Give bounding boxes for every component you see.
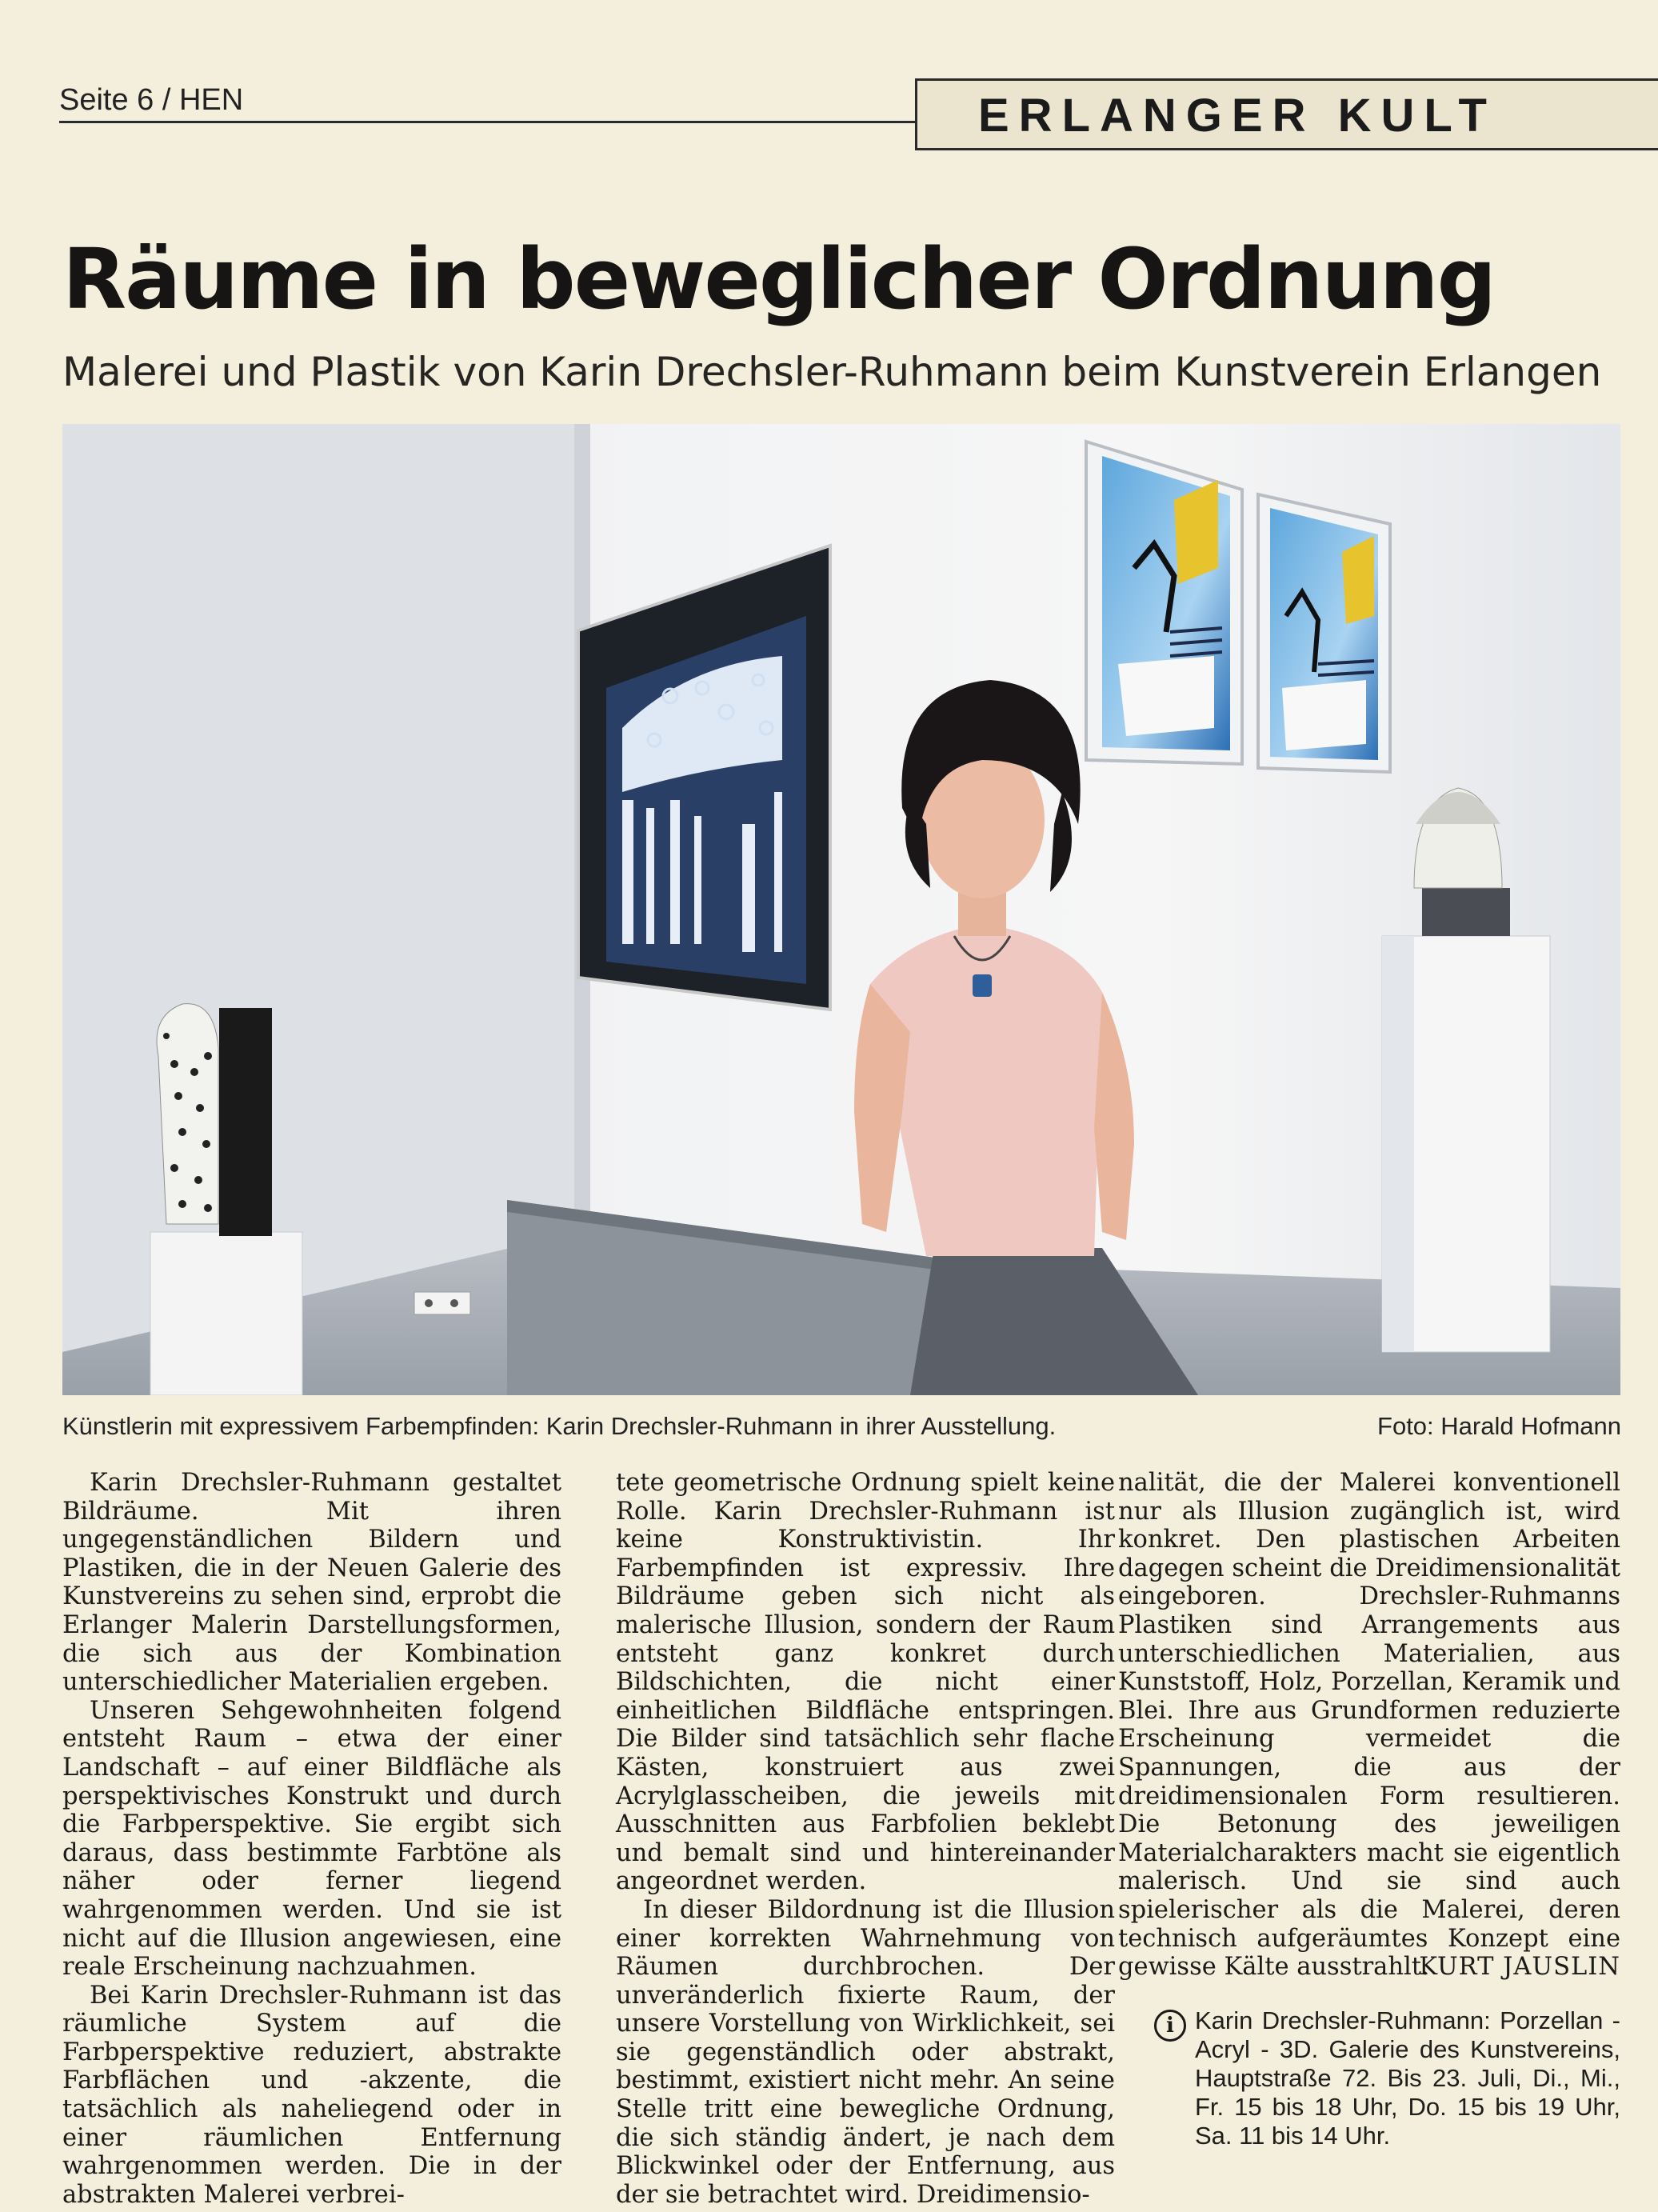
photo-caption: Künstlerin mit expressivem Farbempfinden: Karin Drechsler-Ruhmann in ihrer Ausstellung.	[62, 1412, 1057, 1440]
article-column-2	[616, 1469, 1115, 2209]
exhibition-info-text: Karin Drechsler-Ruhmann: Porzellan - Acryl - 3D. Galerie des Kunstvereins, Hauptstraße 72. Bis 23. Juli, Di., Mi., Fr. 15 bis 18 Uhr, Do. 15 bis 19 Uhr, Sa. 11 bis 14 Uhr.	[1195, 2006, 1620, 2150]
page-label: Seite 6 / HEN	[59, 83, 244, 117]
info-icon: i	[1154, 2010, 1186, 2042]
author-name: KURT JAUSLIN	[1419, 1953, 1620, 1982]
subheadline: Malerei und Plastik von Karin Drechsler-Ruhmann beim Kunstverein Erlangen	[62, 349, 1602, 395]
photo-credit: Foto: Harald Hofmann	[1377, 1412, 1621, 1440]
body-paragraph: nalität, die der Malerei konventionell nur als Illusion zugänglich ist, wird konkret. Den plastischen Arbeiten dagegen scheint die Dreidimensionalität eingeboren. Drechsler-Ruhmanns Plastiken sind Arrangements aus unterschiedlichen Materialien, aus Kunststoff, Holz, Porzellan, Keramik und Blei. Ihre aus Grundformen reduzierte Erscheinung vermeidet die Spannungen, die aus der dreidimensionalen Form resultieren. Die Betonung des jeweiligen Materialcharakters macht sie eigentlich malerisch. Und sie sind auch spielerischer als die Malerei, deren technisch aufgeräumtes Konzept eine gewisse Kälte ausstrahlt.	[1118, 1469, 1620, 1982]
article-column-3	[1118, 1469, 1620, 1982]
body-paragraph: Unseren Sehgewohnheiten folgend entsteht Raum – etwa der einer Landschaft – auf einer Bildfläche als perspektivisches Konstrukt und durch die Farbperspektive. Sie ergibt sich daraus, dass bestimmte Farbtöne als näher oder ferner liegend wahrgenommen werden. Und sie ist nicht auf die Illusion angewiesen, eine reale Erscheinung nachzuahmen.	[62, 1696, 561, 1982]
header-rule	[59, 121, 915, 123]
body-paragraph: Bei Karin Drechsler-Ruhmann ist das räumliche System auf die Farbperspektive reduziert, abstrakte Farbflächen und -akzente, die tatsächlich als naheliegend oder in einer räumlichen Entfernung wahrgenommen werden. Die in der abstrakten Malerei verbrei-	[62, 1981, 561, 2209]
body-paragraph: tete geometrische Ordnung spielt keine Rolle. Karin Drechsler-Ruhmann ist keine Konstruktivistin. Ihr Farbempfinden ist expressiv. Ihre Bildräume geben sich nicht als malerische Illusion, sondern der Raum entsteht ganz konkret durch Bildschichten, die nicht einer einheitlichen Bildfläche entspringen. Die Bilder sind tatsächlich sehr flache Kästen, konstruiert aus zwei Acrylglasscheiben, die jeweils mit Ausschnitten aus Farbfolien beklebt und bemalt sind und hintereinander angeordnet werden.	[616, 1469, 1115, 1896]
body-paragraph: Karin Drechsler-Ruhmann gestaltet Bildräume. Mit ihren ungegenständlichen Bildern und Plastiken, die in der Neuen Galerie des Kunstvereins zu sehen sind, erprobt die Erlanger Malerin Darstellungsformen, die sich aus der Kombination unterschiedlicher Materialien ergeben.	[62, 1469, 561, 1697]
section-name: ERLANGER KULT	[978, 90, 1496, 142]
headline: Räume in beweglicher Ordnung	[62, 230, 1496, 328]
article-photo	[62, 424, 1620, 1395]
article-column-1	[62, 1469, 561, 2209]
section-banner	[915, 78, 1658, 150]
body-paragraph: In dieser Bildordnung ist die Illusion einer korrekten Wahrnehmung von Räumen durchbrochen. Der unveränderlich fixierte Raum, der unsere Vorstellung von Wirklichkeit, sei sie gegenständlich oder abstrakt, bestimmt, existiert nicht mehr. An seine Stelle tritt eine bewegliche Ordnung, die sich ständig ändert, je nach dem Blickwinkel oder der Entfernung, aus der sie betrachtet wird. Dreidimensio-	[616, 1895, 1115, 2209]
